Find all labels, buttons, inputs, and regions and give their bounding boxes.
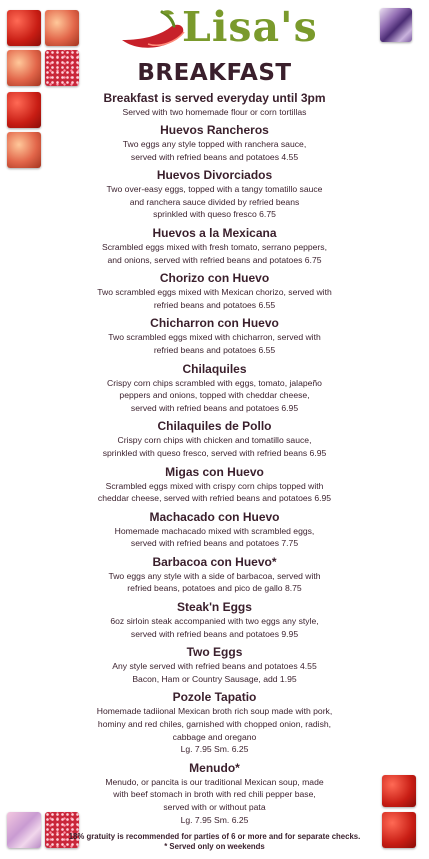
menu-item-name: Machacado con Huevo — [149, 509, 280, 524]
decorative-tile — [7, 812, 41, 848]
menu-item-line: Homemade machacado mixed with scrambled eggs, — [114, 525, 315, 536]
menu-item-line: 6oz sirloin steak accompanied with two eggs any style, — [110, 616, 319, 627]
menu-item-line: served with refried beans and potatoes 6.95 — [130, 402, 299, 413]
menu-item-line: Two eggs any style topped with ranchera sauce, — [122, 139, 307, 149]
decorative-tile — [7, 92, 41, 128]
menu-intro-subtext: Served with two homemade flour or corn tortillas — [122, 107, 307, 117]
menu-item-name: Chorizo con Huevo — [159, 271, 270, 286]
menu-item-name: Huevos Rancheros — [160, 123, 269, 137]
menu-item-line: Bacon, Ham or Country Sausage, add 1.95 — [132, 673, 297, 684]
menu-item-line: refried beans and potatoes 6.55 — [153, 299, 276, 310]
menu-item — [62, 761, 367, 826]
menu-item — [62, 123, 367, 163]
menu-item-line: Crispy corn chips scrambled with eggs, tomato, jalapeño — [107, 377, 322, 388]
menu-footer — [48, 832, 381, 852]
menu-item-line: peppers and onions, topped with cheddar cheese, — [119, 390, 310, 401]
menu-item-line: cabbage and oregano — [172, 731, 257, 742]
decorative-tile — [382, 812, 416, 848]
menu-item-line: sprinkled with queso fresco, served with refried beans 6.95 — [102, 447, 327, 458]
menu-item-line: Lg. 7.95 Sm. 6.25 — [180, 814, 249, 825]
decorative-tile — [45, 10, 79, 46]
menu-item — [62, 690, 367, 755]
menu-item-name: Steak'n Eggs — [177, 600, 252, 615]
menu-item-name: Huevos a la Mexicana — [152, 225, 277, 240]
menu-item-line: Two over-easy eggs, topped with a tangy tomatillo sauce — [106, 184, 323, 195]
menu-item-line: sprinkled with queso fresco 6.75 — [153, 209, 276, 220]
menu-item — [62, 168, 367, 221]
menu-item-line: with beef stomach in broth with red chili pepper base, — [113, 789, 316, 800]
menu-item-line: Two scrambled eggs mixed with chicharron, served with — [108, 332, 321, 343]
menu-item — [62, 465, 367, 505]
menu-item-name: Pozole Tapatio — [172, 690, 257, 705]
menu-item-line: Crispy corn chips with chicken and tomatillo sauce, — [117, 435, 312, 446]
menu-item-line: hominy and red chiles, garnished with chopped onion, radish, — [97, 719, 332, 730]
menu-item-line: Homemade tadiional Mexican broth rich soup made with pork, — [96, 706, 333, 717]
menu-item-name: Chilaquiles — [182, 361, 247, 376]
menu-item-line: refried beans and potatoes 6.55 — [153, 344, 276, 355]
menu-item-line: cheddar cheese, served with refried beans and potatoes 6.95 — [97, 493, 332, 504]
menu-item-line: served with refried beans and potatoes 4.55 — [130, 151, 299, 162]
menu-item-line: served with refried beans and potatoes 9.95 — [130, 628, 299, 639]
menu-item-line: refried beans, potatoes and pico de gallo 8.75 — [127, 583, 302, 594]
menu-item-line: and ranchera sauce divided by refried beans — [129, 196, 300, 207]
breakfast-menu — [62, 58, 367, 826]
weekend-note: * Served only on weekends — [164, 842, 265, 851]
menu-item-line: Scrambled eggs mixed with crispy corn chips topped with — [105, 480, 324, 491]
menu-item-name: Barbacoa con Huevo* — [152, 554, 277, 569]
menu-item — [62, 555, 367, 595]
menu-item-line: Menudo, or pancita is our traditional Mexican soup, made — [105, 776, 324, 787]
menu-item-line: served with or without pata — [163, 802, 266, 812]
brand-logo: Lisa's — [182, 3, 318, 51]
decorative-tile — [7, 50, 41, 86]
decorative-tile — [382, 775, 416, 807]
menu-item — [62, 226, 367, 266]
menu-item-name: Two Eggs — [186, 645, 243, 660]
menu-item — [62, 419, 367, 459]
menu-item — [62, 645, 367, 685]
gratuity-note: 18% gratuity is recommended for parties of 6 or more and for separate checks. — [68, 832, 361, 841]
menu-item — [62, 316, 367, 356]
menu-item-line: served with refried beans and potatoes 7.75 — [130, 538, 299, 549]
menu-item-name: Menudo* — [189, 760, 240, 775]
menu-item — [62, 362, 367, 415]
menu-item — [62, 510, 367, 550]
menu-item-name: Chilaquiles de Pollo — [157, 419, 272, 434]
menu-intro-heading: Breakfast is served everyday until 3pm — [103, 91, 326, 105]
menu-item-line: Two scrambled eggs mixed with Mexican chorizo, served with — [97, 287, 332, 298]
page-title: BREAKFAST — [137, 60, 292, 86]
menu-item-line: Lg. 7.95 Sm. 6.25 — [180, 744, 249, 755]
decorative-tile — [380, 8, 412, 42]
menu-item-line: Two eggs any style with a side of barbacoa, served with — [108, 570, 321, 581]
menu-item-line: Any style served with refried beans and potatoes 4.55 — [112, 661, 317, 672]
menu-item-line: Scrambled eggs mixed with fresh tomato, serrano peppers, — [102, 241, 327, 252]
menu-item-line: and onions, served with refried beans and potatoes 6.75 — [107, 254, 322, 265]
menu-item-name: Huevos Divorciados — [156, 168, 273, 183]
decorative-tile — [7, 132, 41, 168]
menu-item — [62, 600, 367, 640]
menu-item — [62, 271, 367, 311]
decorative-tile — [7, 10, 41, 46]
menu-item-name: Migas con Huevo — [165, 464, 264, 479]
menu-item-name: Chicharron con Huevo — [150, 316, 279, 331]
